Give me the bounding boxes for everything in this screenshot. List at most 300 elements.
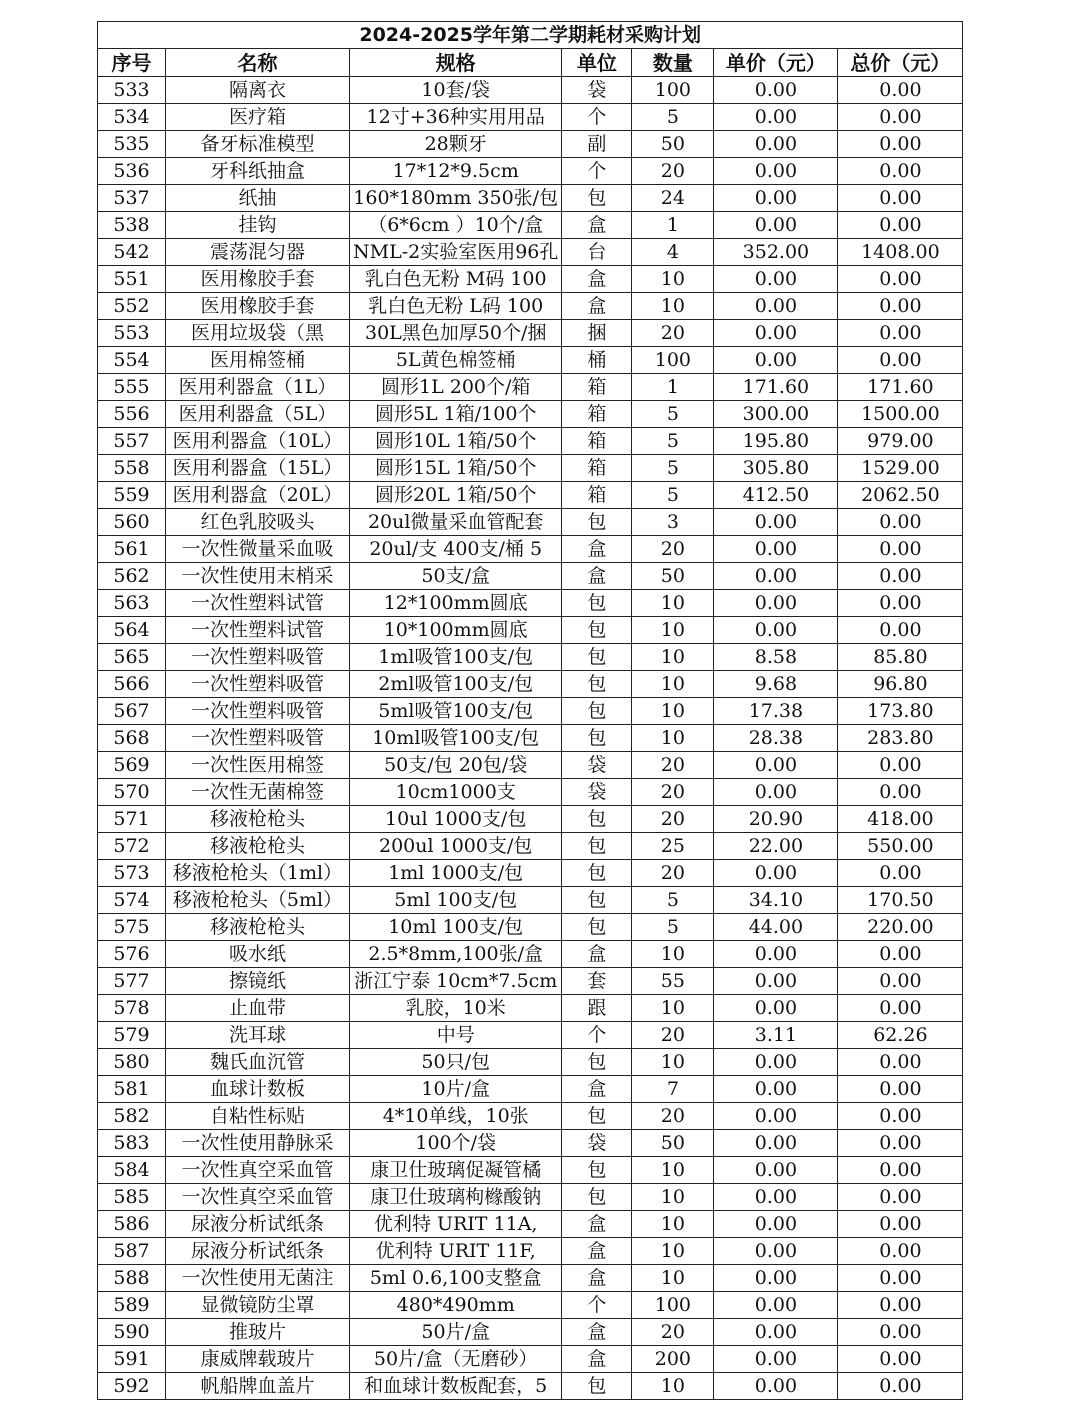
cell-unit-price: 44.00 [714, 914, 838, 941]
cell-unit-price: 9.68 [714, 671, 838, 698]
cell-unit: 盒 [562, 266, 632, 293]
cell-no: 584 [98, 1157, 166, 1184]
cell-unit-price: 305.80 [714, 455, 838, 482]
cell-unit: 盒 [562, 1238, 632, 1265]
cell-no: 553 [98, 320, 166, 347]
cell-spec: 2.5*8mm,100张/盒 [350, 941, 562, 968]
header-unit-price: 单价（元） [714, 49, 838, 77]
cell-name: 止血带 [166, 995, 350, 1022]
cell-unit-price: 0.00 [714, 185, 838, 212]
cell-unit: 包 [562, 1103, 632, 1130]
table-row [98, 698, 963, 725]
cell-no: 567 [98, 698, 166, 725]
cell-total-price: 0.00 [838, 590, 963, 617]
cell-unit-price: 0.00 [714, 590, 838, 617]
cell-name: 一次性微量采血吸 [166, 536, 350, 563]
table-row [98, 266, 963, 293]
cell-unit: 包 [562, 671, 632, 698]
cell-no: 562 [98, 563, 166, 590]
cell-unit-price: 0.00 [714, 158, 838, 185]
cell-spec: 5ml 0.6,100支整盒 [350, 1265, 562, 1292]
cell-qty: 50 [632, 131, 714, 158]
cell-name: 牙科纸抽盒 [166, 158, 350, 185]
cell-unit: 盒 [562, 212, 632, 239]
cell-name: 医用利器盒（10L） [166, 428, 350, 455]
cell-qty: 10 [632, 725, 714, 752]
cell-unit-price: 300.00 [714, 401, 838, 428]
cell-spec: 30L黑色加厚50个/捆 [350, 320, 562, 347]
cell-unit-price: 352.00 [714, 239, 838, 266]
cell-name: 移液枪枪头 [166, 914, 350, 941]
table-row [98, 779, 963, 806]
cell-qty: 10 [632, 1265, 714, 1292]
cell-qty: 4 [632, 239, 714, 266]
table-body [98, 77, 963, 1400]
cell-unit-price: 8.58 [714, 644, 838, 671]
cell-name: 医用垃圾袋（黑 [166, 320, 350, 347]
cell-qty: 5 [632, 455, 714, 482]
cell-no: 570 [98, 779, 166, 806]
cell-unit: 包 [562, 698, 632, 725]
cell-spec: 12*100mm圆底 [350, 590, 562, 617]
cell-no: 563 [98, 590, 166, 617]
cell-name: 一次性使用静脉采 [166, 1130, 350, 1157]
cell-name: 移液枪枪头 [166, 806, 350, 833]
cell-total-price: 418.00 [838, 806, 963, 833]
cell-spec: 50支/包 20包/袋 [350, 752, 562, 779]
cell-qty: 20 [632, 860, 714, 887]
cell-total-price: 1529.00 [838, 455, 963, 482]
cell-unit-price: 0.00 [714, 779, 838, 806]
cell-unit-price: 0.00 [714, 347, 838, 374]
cell-total-price: 0.00 [838, 1211, 963, 1238]
cell-no: 537 [98, 185, 166, 212]
table-row [98, 1157, 963, 1184]
cell-qty: 3 [632, 509, 714, 536]
cell-total-price: 171.60 [838, 374, 963, 401]
cell-no: 590 [98, 1319, 166, 1346]
cell-no: 588 [98, 1265, 166, 1292]
cell-name: 移液枪枪头（1ml） [166, 860, 350, 887]
cell-unit: 包 [562, 1184, 632, 1211]
table-row [98, 752, 963, 779]
table-row [98, 617, 963, 644]
cell-total-price: 0.00 [838, 77, 963, 104]
cell-total-price: 0.00 [838, 1346, 963, 1373]
cell-qty: 5 [632, 914, 714, 941]
cell-name: 一次性塑料试管 [166, 590, 350, 617]
cell-qty: 10 [632, 1157, 714, 1184]
cell-total-price: 0.00 [838, 1238, 963, 1265]
cell-qty: 55 [632, 968, 714, 995]
cell-unit: 盒 [562, 1346, 632, 1373]
cell-spec: 和血球计数板配套，5 [350, 1373, 562, 1400]
cell-spec: 20ul微量采血管配套 [350, 509, 562, 536]
cell-qty: 10 [632, 1049, 714, 1076]
cell-total-price: 0.00 [838, 1319, 963, 1346]
cell-unit-price: 0.00 [714, 320, 838, 347]
cell-no: 592 [98, 1373, 166, 1400]
table-row [98, 833, 963, 860]
cell-unit-price: 0.00 [714, 212, 838, 239]
cell-name: 医用棉签桶 [166, 347, 350, 374]
cell-unit-price: 0.00 [714, 1238, 838, 1265]
cell-total-price: 1408.00 [838, 239, 963, 266]
table-title: 2024-2025学年第二学期耗材采购计划 [98, 22, 963, 49]
cell-no: 534 [98, 104, 166, 131]
cell-qty: 5 [632, 482, 714, 509]
cell-total-price: 0.00 [838, 779, 963, 806]
cell-qty: 100 [632, 1292, 714, 1319]
cell-spec: 康卫仕玻璃促凝管橘 [350, 1157, 562, 1184]
cell-total-price: 0.00 [838, 1292, 963, 1319]
cell-total-price: 0.00 [838, 536, 963, 563]
cell-unit: 箱 [562, 455, 632, 482]
cell-name: 一次性塑料试管 [166, 617, 350, 644]
header-total-price: 总价（元） [838, 49, 963, 77]
cell-no: 533 [98, 77, 166, 104]
cell-unit-price: 0.00 [714, 1265, 838, 1292]
cell-total-price: 0.00 [838, 158, 963, 185]
cell-unit: 包 [562, 1049, 632, 1076]
table-row [98, 347, 963, 374]
cell-qty: 7 [632, 1076, 714, 1103]
cell-total-price: 0.00 [838, 212, 963, 239]
cell-unit: 袋 [562, 1130, 632, 1157]
cell-spec: 1ml 1000支/包 [350, 860, 562, 887]
cell-total-price: 170.50 [838, 887, 963, 914]
cell-unit-price: 17.38 [714, 698, 838, 725]
cell-unit: 盒 [562, 1319, 632, 1346]
cell-name: 一次性医用棉签 [166, 752, 350, 779]
cell-total-price: 550.00 [838, 833, 963, 860]
table-row [98, 455, 963, 482]
cell-total-price: 220.00 [838, 914, 963, 941]
cell-qty: 10 [632, 266, 714, 293]
cell-name: 吸水纸 [166, 941, 350, 968]
cell-no: 572 [98, 833, 166, 860]
cell-qty: 24 [632, 185, 714, 212]
cell-spec: 10片/盒 [350, 1076, 562, 1103]
cell-spec: 50只/包 [350, 1049, 562, 1076]
cell-total-price: 1500.00 [838, 401, 963, 428]
table-row [98, 1238, 963, 1265]
cell-name: 尿液分析试纸条 [166, 1211, 350, 1238]
cell-qty: 5 [632, 401, 714, 428]
cell-no: 585 [98, 1184, 166, 1211]
table-row [98, 158, 963, 185]
cell-unit: 包 [562, 1373, 632, 1400]
cell-name: 康威牌载玻片 [166, 1346, 350, 1373]
cell-unit: 盒 [562, 941, 632, 968]
cell-unit-price: 0.00 [714, 1157, 838, 1184]
header-row [98, 49, 963, 77]
cell-name: 推玻片 [166, 1319, 350, 1346]
cell-spec: 优利特 URIT 11F, [350, 1238, 562, 1265]
cell-unit: 包 [562, 1157, 632, 1184]
cell-no: 578 [98, 995, 166, 1022]
cell-unit-price: 0.00 [714, 1184, 838, 1211]
cell-unit: 个 [562, 104, 632, 131]
cell-unit: 捆 [562, 320, 632, 347]
cell-spec: 50片/盒 [350, 1319, 562, 1346]
table-row [98, 941, 963, 968]
cell-spec: 10ul 1000支/包 [350, 806, 562, 833]
table-row [98, 104, 963, 131]
cell-spec: 17*12*9.5cm [350, 158, 562, 185]
cell-unit-price: 0.00 [714, 104, 838, 131]
cell-qty: 10 [632, 617, 714, 644]
cell-spec: 浙江宁泰 10cm*7.5cm [350, 968, 562, 995]
table-row [98, 536, 963, 563]
cell-qty: 10 [632, 590, 714, 617]
cell-total-price: 0.00 [838, 293, 963, 320]
cell-unit-price: 0.00 [714, 860, 838, 887]
cell-unit-price: 0.00 [714, 563, 838, 590]
cell-spec: 圆形15L 1箱/50个 [350, 455, 562, 482]
cell-spec: 圆形5L 1箱/100个 [350, 401, 562, 428]
cell-spec: 20ul/支 400支/桶 5 [350, 536, 562, 563]
table-row [98, 1319, 963, 1346]
cell-total-price: 0.00 [838, 752, 963, 779]
cell-total-price: 0.00 [838, 995, 963, 1022]
cell-no: 554 [98, 347, 166, 374]
cell-unit: 个 [562, 1292, 632, 1319]
cell-unit-price: 0.00 [714, 1211, 838, 1238]
cell-unit-price: 0.00 [714, 77, 838, 104]
cell-unit: 包 [562, 887, 632, 914]
cell-unit-price: 34.10 [714, 887, 838, 914]
cell-total-price: 0.00 [838, 1130, 963, 1157]
cell-spec: 中号 [350, 1022, 562, 1049]
cell-name: 帆船牌血盖片 [166, 1373, 350, 1400]
cell-total-price: 96.80 [838, 671, 963, 698]
cell-spec: 200ul 1000支/包 [350, 833, 562, 860]
cell-spec: 10*100mm圆底 [350, 617, 562, 644]
cell-qty: 200 [632, 1346, 714, 1373]
cell-spec: 50片/盒（无磨砂） [350, 1346, 562, 1373]
cell-unit-price: 0.00 [714, 131, 838, 158]
cell-name: 血球计数板 [166, 1076, 350, 1103]
cell-total-price: 0.00 [838, 266, 963, 293]
cell-unit: 包 [562, 185, 632, 212]
cell-qty: 100 [632, 347, 714, 374]
cell-total-price: 0.00 [838, 104, 963, 131]
cell-unit: 袋 [562, 77, 632, 104]
cell-no: 536 [98, 158, 166, 185]
cell-unit: 盒 [562, 1211, 632, 1238]
cell-no: 569 [98, 752, 166, 779]
cell-qty: 20 [632, 1319, 714, 1346]
cell-spec: 50支/盒 [350, 563, 562, 590]
cell-qty: 100 [632, 77, 714, 104]
cell-unit: 个 [562, 1022, 632, 1049]
cell-name: 魏氏血沉管 [166, 1049, 350, 1076]
table-row [98, 887, 963, 914]
cell-unit-price: 0.00 [714, 1076, 838, 1103]
cell-unit-price: 0.00 [714, 509, 838, 536]
cell-qty: 10 [632, 698, 714, 725]
table-row [98, 1292, 963, 1319]
cell-no: 535 [98, 131, 166, 158]
cell-total-price: 0.00 [838, 347, 963, 374]
cell-no: 581 [98, 1076, 166, 1103]
cell-total-price: 85.80 [838, 644, 963, 671]
cell-unit-price: 412.50 [714, 482, 838, 509]
cell-spec: 圆形20L 1箱/50个 [350, 482, 562, 509]
table-row [98, 725, 963, 752]
cell-unit: 盒 [562, 563, 632, 590]
table-row [98, 1130, 963, 1157]
cell-name: 纸抽 [166, 185, 350, 212]
cell-unit: 盒 [562, 1076, 632, 1103]
table-row [98, 914, 963, 941]
cell-total-price: 0.00 [838, 1265, 963, 1292]
cell-spec: 1ml吸管100支/包 [350, 644, 562, 671]
cell-no: 559 [98, 482, 166, 509]
cell-name: 震荡混匀器 [166, 239, 350, 266]
cell-name: 挂钩 [166, 212, 350, 239]
table-row [98, 185, 963, 212]
cell-qty: 5 [632, 104, 714, 131]
cell-qty: 1 [632, 212, 714, 239]
cell-total-price: 0.00 [838, 131, 963, 158]
cell-spec: 乳胶，10米 [350, 995, 562, 1022]
cell-no: 565 [98, 644, 166, 671]
table-row [98, 131, 963, 158]
cell-total-price: 0.00 [838, 1157, 963, 1184]
cell-name: 一次性使用无菌注 [166, 1265, 350, 1292]
cell-unit-price: 0.00 [714, 1346, 838, 1373]
cell-qty: 20 [632, 806, 714, 833]
cell-unit: 包 [562, 833, 632, 860]
cell-spec: 10ml吸管100支/包 [350, 725, 562, 752]
cell-unit: 桶 [562, 347, 632, 374]
cell-qty: 10 [632, 293, 714, 320]
cell-no: 558 [98, 455, 166, 482]
cell-unit-price: 0.00 [714, 617, 838, 644]
cell-unit: 袋 [562, 779, 632, 806]
table-row [98, 428, 963, 455]
cell-unit-price: 22.00 [714, 833, 838, 860]
cell-qty: 1 [632, 374, 714, 401]
table-row [98, 1265, 963, 1292]
cell-spec: 5L黄色棉签桶 [350, 347, 562, 374]
cell-unit-price: 0.00 [714, 1292, 838, 1319]
cell-no: 560 [98, 509, 166, 536]
cell-name: 一次性塑料吸管 [166, 725, 350, 752]
table-row [98, 1103, 963, 1130]
cell-total-price: 0.00 [838, 509, 963, 536]
header-name: 名称 [166, 49, 350, 77]
table-row [98, 995, 963, 1022]
cell-qty: 5 [632, 428, 714, 455]
cell-unit-price: 28.38 [714, 725, 838, 752]
cell-unit: 盒 [562, 1265, 632, 1292]
cell-total-price: 173.80 [838, 698, 963, 725]
cell-total-price: 0.00 [838, 1103, 963, 1130]
cell-spec: 优利特 URIT 11A, [350, 1211, 562, 1238]
cell-unit-price: 171.60 [714, 374, 838, 401]
cell-qty: 10 [632, 671, 714, 698]
table-row [98, 482, 963, 509]
cell-no: 568 [98, 725, 166, 752]
cell-no: 556 [98, 401, 166, 428]
cell-total-price: 0.00 [838, 1184, 963, 1211]
cell-qty: 10 [632, 1373, 714, 1400]
cell-name: 自粘性标贴 [166, 1103, 350, 1130]
cell-spec: 圆形10L 1箱/50个 [350, 428, 562, 455]
cell-name: 医用利器盒（5L） [166, 401, 350, 428]
table-row [98, 1373, 963, 1400]
cell-unit: 包 [562, 914, 632, 941]
header-no: 序号 [98, 49, 166, 77]
cell-total-price: 0.00 [838, 968, 963, 995]
table-row [98, 239, 963, 266]
cell-unit: 包 [562, 725, 632, 752]
cell-spec: 28颗牙 [350, 131, 562, 158]
cell-spec: 4*10单线，10张 [350, 1103, 562, 1130]
cell-unit-price: 0.00 [714, 1049, 838, 1076]
cell-unit-price: 0.00 [714, 536, 838, 563]
cell-name: 医疗箱 [166, 104, 350, 131]
cell-unit-price: 0.00 [714, 968, 838, 995]
cell-total-price: 0.00 [838, 1049, 963, 1076]
cell-name: 一次性塑料吸管 [166, 671, 350, 698]
cell-no: 575 [98, 914, 166, 941]
table-row [98, 293, 963, 320]
table-row [98, 644, 963, 671]
cell-unit-price: 0.00 [714, 995, 838, 1022]
cell-unit: 套 [562, 968, 632, 995]
cell-qty: 5 [632, 887, 714, 914]
cell-spec: 10cm1000支 [350, 779, 562, 806]
cell-qty: 20 [632, 779, 714, 806]
header-unit: 单位 [562, 49, 632, 77]
procurement-table [97, 21, 963, 1400]
title-row [98, 22, 963, 49]
cell-spec: 圆形1L 200个/箱 [350, 374, 562, 401]
cell-no: 577 [98, 968, 166, 995]
cell-unit: 箱 [562, 428, 632, 455]
cell-qty: 10 [632, 644, 714, 671]
cell-spec: 10套/袋 [350, 77, 562, 104]
cell-name: 一次性塑料吸管 [166, 644, 350, 671]
cell-spec: 5ml 100支/包 [350, 887, 562, 914]
table-row [98, 1211, 963, 1238]
cell-name: 显微镜防尘罩 [166, 1292, 350, 1319]
cell-qty: 20 [632, 536, 714, 563]
cell-total-price: 62.26 [838, 1022, 963, 1049]
table-row [98, 1184, 963, 1211]
cell-qty: 10 [632, 941, 714, 968]
cell-total-price: 0.00 [838, 1373, 963, 1400]
cell-unit-price: 3.11 [714, 1022, 838, 1049]
cell-name: 医用利器盒（20L） [166, 482, 350, 509]
cell-total-price: 979.00 [838, 428, 963, 455]
cell-qty: 20 [632, 1022, 714, 1049]
cell-unit-price: 0.00 [714, 752, 838, 779]
cell-qty: 10 [632, 995, 714, 1022]
cell-no: 589 [98, 1292, 166, 1319]
cell-no: 586 [98, 1211, 166, 1238]
cell-unit-price: 195.80 [714, 428, 838, 455]
cell-no: 574 [98, 887, 166, 914]
cell-unit: 袋 [562, 752, 632, 779]
table-row [98, 860, 963, 887]
cell-name: 医用利器盒（1L） [166, 374, 350, 401]
cell-total-price: 2062.50 [838, 482, 963, 509]
